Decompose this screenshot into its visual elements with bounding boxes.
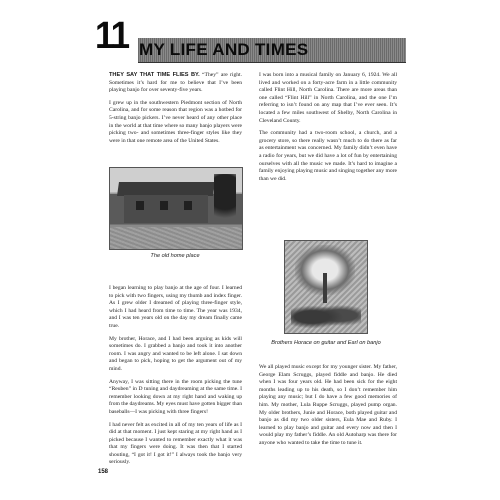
caption-photo2: Brothers Horace on guitar and Earl on banjo (271, 340, 381, 346)
paragraph: Anyway, I was sitting there in the room picking the tune “Reuben” in D tuning and daydreaming at the same time. I remember looking down at my right hand and waking up from the daydreams. My eyes must have gotten bigger than baseballs—I was picking with three fingers! (109, 378, 242, 415)
paragraph: I grew up in the southwestern Piedmont section of North Carolina, and for some reason that region was a hotbed for 5-string banjo pickers. I’ve never heard of any other place in the world at that time where so many banjo players were picking two- and sometimes three-finger styles like they were in that one remote area of the United States. (109, 99, 242, 144)
column-left-bottom (109, 285, 242, 472)
photo-ground (110, 227, 242, 249)
photo-window (184, 201, 192, 210)
photo-old-home-place (109, 167, 243, 250)
paragraph: The community had a two-room school, a church, and a grocery store, so there really wasn’t much to do there as far as entertainment was concerned. My family didn’t even have a radio for years, but we did have a lot of fun by entertaining ourselves with all the music we made. It’s hard to imagine a family enjoying playing music and singing together any more than we did. (259, 130, 397, 182)
photo-roof (117, 182, 215, 196)
paragraph-text: “They” are right. Sometimes it’s hard for me to believe that I’ve been playing banjo for over seventy-five years. (109, 72, 243, 94)
chapter-number: 11 (95, 15, 129, 57)
paragraph: I had never felt as excited in all of my ten years of life as I did at that moment. I just kept staring at my right hand as I picked because I wanted to remember exactly what it was that my fingers were doing. It was then that I started shouting, “I got it! I got it!” I always took the banjo very seriously. (109, 421, 242, 466)
photo-window (136, 201, 144, 210)
chapter-title: MY LIFE AND TIMES (139, 40, 309, 59)
paragraph: We all played music except for my younger sister. My father, George Elam Scruggs, played fiddle and banjo. He died when I was four years old. He had been sick for the eight months leading up to his death, so I don’t remember him playing any music; but I do have a few good memories of him. My mother, Lula Ruppe Scruggs, played pump organ. My older brothers, Junie and Horace, both played guitar and banjo as did my two older sisters, Eula Mae and Ruby. I learned to play banjo and guitar and every now and then I would play my father’s fiddle. An old Autoharp was there for anyone who wanted to take the time to tune it. (259, 364, 397, 446)
column-right-top (259, 72, 397, 188)
caption-photo1: The old home place (150, 253, 200, 259)
column-left-top (109, 72, 242, 150)
paragraph (109, 72, 242, 95)
column-right-bottom (259, 364, 397, 453)
photo-window (160, 201, 168, 210)
photo-brothers (284, 240, 368, 334)
lead-in: THEY SAY THAT TIME FLIES BY. (109, 72, 200, 78)
photo-tree (214, 174, 236, 234)
photo-figures (291, 299, 361, 329)
paragraph: I was born into a musical family on January 6, 1924. We all lived and worked on a forty-acre farm in a little community called Flint Hill, North Carolina. There are more areas than one called “Flint Hill” in North Carolina, and the one I’m referring to isn’t found on any map that I’ve ever seen. It’s located a few miles southwest of Shelby, North Carolina in Cleveland County. (259, 72, 397, 124)
paragraph: I began learning to play banjo at the age of four. I learned to pick with two fingers, using my thumb and index finger. As I grew older I dreamed of playing three-finger style, which I had heard from time to time. The year was 1934, and I was ten years old on the day my dream finally came true. (109, 285, 242, 329)
page-number: 158 (98, 469, 109, 475)
paragraph: My brother, Horace, and I had been arguing as kids will sometimes do. I grabbed a banjo and took it into another room. I was angry and wanted to be left alone. I sat down and began to pick, hoping to get the argument out of my mind. (109, 335, 242, 372)
